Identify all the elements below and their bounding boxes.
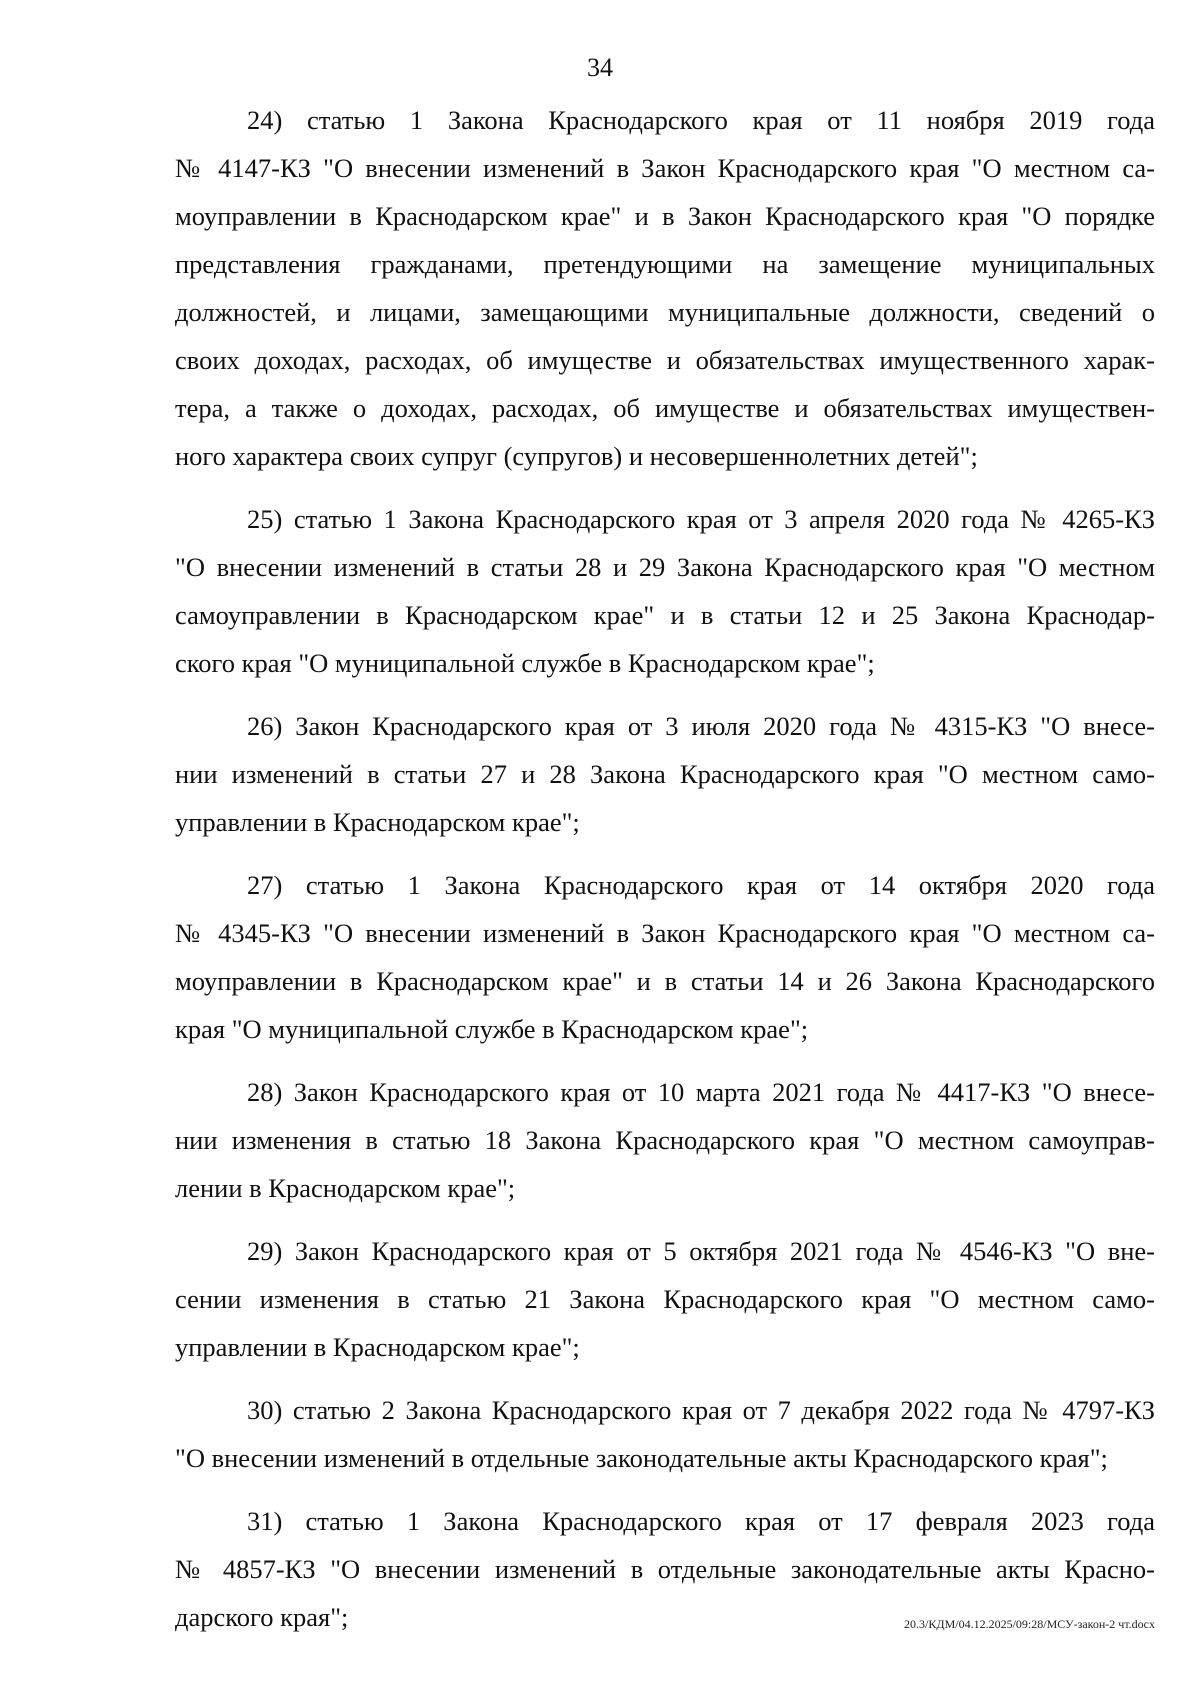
text-line: 31) статью 1 Закона Краснодарского края от 17 февраля 2023 года — [247, 1506, 1155, 1536]
text-line: представления гражданами, претендующими на замещение муниципальных — [175, 249, 1155, 279]
text-line: нии изменений в статьи 27 и 28 Закона Краснодарского края "О местном само- — [175, 759, 1155, 789]
text-line: края "О муниципальной службе в Краснодарском крае"; — [175, 1014, 809, 1044]
text-line: ского края "О муниципальной службе в Краснодарском крае"; — [175, 648, 875, 678]
text-line: нии изменения в статью 18 Закона Краснодарского края "О местном самоуправ- — [175, 1125, 1155, 1155]
text-line: 26) Закон Краснодарского края от 3 июля 2020 года № 4315-КЗ "О внесе- — [247, 711, 1155, 741]
list-item-29 — [175, 1227, 1155, 1371]
list-item-25 — [175, 495, 1155, 687]
text-line: 30) статью 2 Закона Краснодарского края от 7 декабря 2022 года № 4797-КЗ — [247, 1395, 1155, 1425]
text-line: моуправлении в Краснодарском крае" и в Закон Краснодарского края "О порядке — [175, 201, 1155, 231]
text-line: самоуправлении в Краснодарском крае" и в статьи 12 и 25 Закона Краснодар- — [175, 600, 1155, 630]
file-reference-footer: 20.3/КДМ/04.12.2025/09:28/МСУ-закон-2 чт.docx — [904, 1617, 1155, 1631]
list-item-26 — [175, 702, 1155, 846]
text-line: ного характера своих супруг (супругов) и несовершеннолетних детей"; — [175, 441, 978, 471]
text-line: управлении в Краснодарском крае"; — [175, 1332, 580, 1362]
text-line: моуправлении в Краснодарском крае" и в статьи 14 и 26 Закона Краснодарского — [175, 966, 1155, 996]
text-line: должностей, и лицами, замещающими муниципальные должности, сведений о — [175, 297, 1155, 327]
list-item-30 — [175, 1386, 1155, 1482]
text-line: управлении в Краснодарском крае"; — [175, 807, 580, 837]
text-line: дарского края"; — [175, 1602, 349, 1632]
text-line: 29) Закон Краснодарского края от 5 октября 2021 года № 4546-КЗ "О вне- — [247, 1236, 1155, 1266]
text-line: тера, а также о доходах, расходах, об имуществе и обязательствах имуществен- — [175, 393, 1155, 423]
text-line: лении в Краснодарском крае"; — [175, 1173, 516, 1203]
text-line: 28) Закон Краснодарского края от 10 марта 2021 года № 4417-КЗ "О внесе- — [247, 1077, 1155, 1107]
list-item-28 — [175, 1068, 1155, 1212]
text-line: 24) статью 1 Закона Краснодарского края от 11 ноября 2019 года — [247, 105, 1155, 135]
text-line: своих доходах, расходах, об имуществе и обязательствах имущественного харак- — [175, 345, 1155, 375]
text-line: 27) статью 1 Закона Краснодарского края от 14 октября 2020 года — [247, 870, 1155, 900]
list-item-27 — [175, 861, 1155, 1053]
document-body — [175, 96, 1155, 1641]
page-number: 34 — [587, 53, 613, 82]
text-line: "О внесении изменений в отдельные законодательные акты Краснодарского края"; — [175, 1443, 1108, 1473]
text-line: № 4147-КЗ "О внесении изменений в Закон Краснодарского края "О местном са- — [175, 153, 1155, 183]
text-line: сении изменения в статью 21 Закона Краснодарского края "О местном само- — [175, 1284, 1155, 1314]
text-line: "О внесении изменений в статьи 28 и 29 Закона Краснодарского края "О местном — [175, 552, 1155, 582]
text-line: № 4857-КЗ "О внесении изменений в отдельные законодательные акты Красно- — [175, 1554, 1155, 1584]
list-item-24 — [175, 96, 1155, 480]
text-line: № 4345-КЗ "О внесении изменений в Закон Краснодарского края "О местном са- — [175, 918, 1155, 948]
text-line: 25) статью 1 Закона Краснодарского края от 3 апреля 2020 года № 4265-КЗ — [247, 504, 1155, 534]
